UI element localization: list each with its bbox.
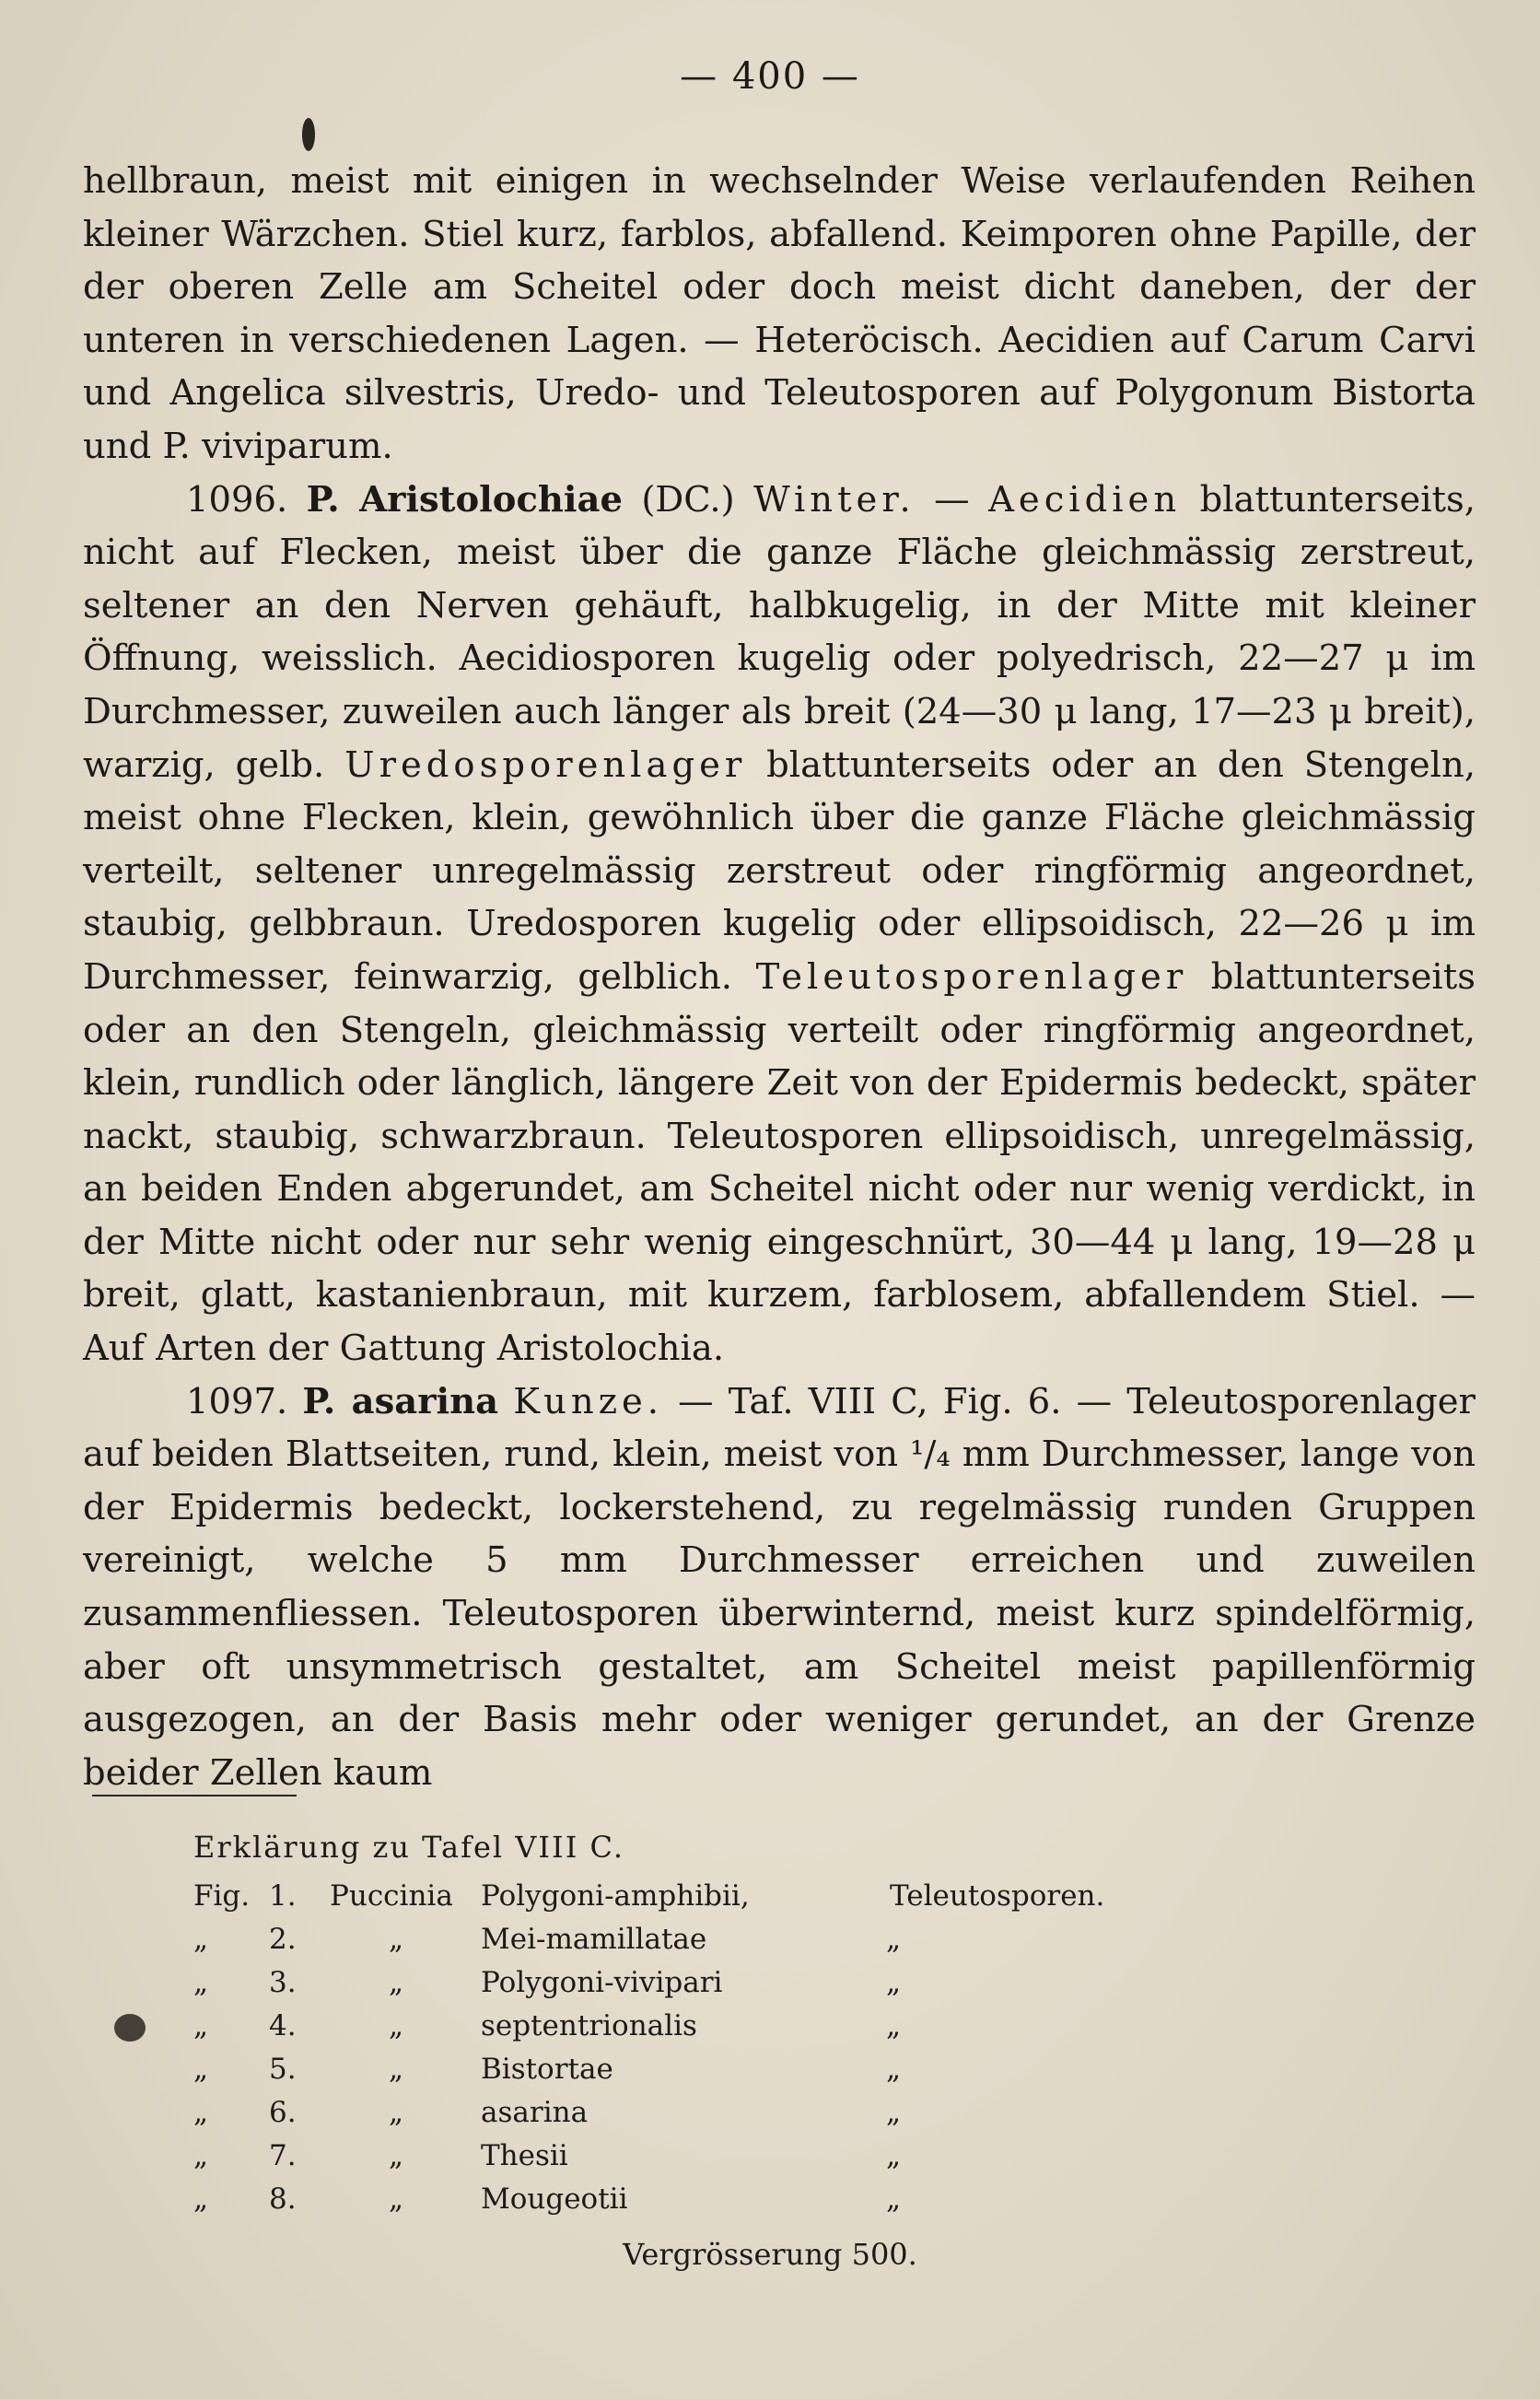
fig-number: 8.: [269, 2183, 297, 2216]
entry-number: 1096.: [186, 478, 288, 521]
species-name: P. asarina: [302, 1380, 499, 1422]
ditto-mark: „: [886, 1966, 902, 1999]
fig-number: 1.: [269, 1879, 297, 1913]
ditto-mark: „: [193, 1966, 209, 1999]
ditto-mark: „: [389, 2139, 404, 2172]
ditto-mark: „: [389, 2053, 404, 2086]
species-name: Polygoni-amphibii,: [481, 1879, 750, 1913]
fig-number: 4.: [269, 2009, 297, 2042]
ditto-mark: „: [886, 2139, 902, 2172]
ink-blot: [114, 2014, 146, 2042]
species-name: Polygoni-vivipari: [481, 1966, 723, 1999]
fig-number: 2.: [269, 1923, 297, 1956]
fig-number: 6.: [269, 2096, 297, 2129]
description-teleuto: blattunterseits oder an den Stengeln, gleichmässig verteilt oder ringförmig angeordnet, klein, rundlich oder länglich, längere Zeit von der Epidermis bedeckt, später nackt, staubig, schwarzbraun. Teleutosporen ellipsoidisch, unregelmässig, an beiden Enden abgerundet, am Scheitel nicht oder nur wenig verdickt, in der Mitte nicht oder nur sehr wenig eingeschnürt, 30—44 μ lang, 19—28 μ breit, glatt, kastanienbraun, mit kurzem, farblosem, abfallendem Stiel. — Auf Arten der Gattung Aristolochia.: [83, 955, 1476, 1370]
ditto-mark: „: [193, 2009, 209, 2042]
fig-number: 5.: [269, 2053, 297, 2086]
magnification-note: Vergrösserung 500.: [623, 2237, 917, 2272]
description-aecidien: blattunterseits, nicht auf Flecken, meist über die ganze Fläche gleichmässig zerstreut, seltener an den Nerven gehäuft, halbkugelig, in der Mitte mit kleiner Öffnung, weisslich. Aecidiosporen kugelig oder polyedrisch, 22—27 μ im Durchmesser, zuweilen auch länger als breit (24—30 μ lang, 17—23 μ breit), warzig, gelb.: [83, 478, 1476, 786]
stage-teleuto: Teleutosporenlager: [755, 955, 1188, 998]
spore-type: Teleutosporen.: [890, 1879, 1105, 1913]
body-text: [83, 155, 1476, 1799]
ditto-mark: „: [389, 2183, 404, 2216]
ink-speck: [302, 118, 315, 151]
species-name: septentrionalis: [481, 2009, 697, 2042]
footnote-rule: [92, 1795, 297, 1796]
species-name: P. Aristolochiae: [306, 478, 623, 521]
fig-number: 7.: [269, 2139, 297, 2172]
author-name: Winter.: [753, 478, 916, 521]
ditto-mark: „: [193, 1923, 209, 1956]
entry-1096: [83, 474, 1476, 1375]
fig-label: Fig.: [193, 1879, 251, 1913]
ditto-mark: „: [193, 2139, 209, 2172]
fig-number: 3.: [269, 1966, 297, 1999]
genus-name: Puccinia: [330, 1879, 453, 1913]
stage-aecidien: Aecidien: [988, 478, 1182, 521]
ditto-mark: „: [886, 2053, 902, 2086]
ditto-mark: „: [193, 2096, 209, 2129]
plate-caption-title: Erklärung zu Tafel VIII C.: [193, 1830, 625, 1865]
species-name: asarina: [481, 2096, 589, 2129]
description-text: — Taf. VIII C, Fig. 6. — Teleutosporenlager auf beiden Blattseiten, rund, klein, meist von ¹/₄ mm Durchmesser, lange von der Epidermis bedeckt, lockerstehend, zu regelmässig runden Gruppen vereinigt, welche 5 mm Durchmesser erreichen und zuweilen zusammenfliessen. Teleutosporen überwinternd, meist kurz spindelförmig, aber oft unsymmetrisch gestaltet, am Scheitel meist papillenförmig ausgezogen, an der Basis mehr oder weniger gerundet, an der Grenze beider Zellen kaum: [83, 1380, 1476, 1794]
species-name: Mougeotii: [481, 2183, 628, 2216]
ditto-mark: „: [389, 1923, 404, 1956]
stage-uredo: Uredosporenlager: [344, 743, 747, 786]
entry-1097: [83, 1375, 1476, 1800]
ditto-mark: „: [389, 2009, 404, 2042]
ditto-mark: „: [886, 1923, 902, 1956]
description-uredo: blattunterseits oder an den Stengeln, meist ohne Flecken, klein, gewöhnlich über die ganze Fläche gleichmässig verteilt, seltener unregelmässig zerstreut oder ringförmig angeordnet, staubig, gelbbraun. Uredosporen kugelig oder ellipsoidisch, 22—26 μ im Durchmesser, feinwarzig, gelblich.: [83, 743, 1476, 998]
ditto-mark: „: [886, 2096, 902, 2129]
dash: —: [934, 478, 970, 521]
entry-number: 1097.: [186, 1380, 288, 1422]
author-name: Kunze.: [513, 1380, 664, 1422]
ditto-mark: „: [193, 2053, 209, 2086]
species-name: Mei-mamillatae: [481, 1923, 707, 1956]
paragraph-continuation: hellbraun, meist mit einigen in wechselnder Weise verlaufenden Reihen kleiner Wärzchen. Stiel kurz, farblos, abfallend. Keimporen ohne Papille, der der oberen Zelle am Scheitel oder doch meist dicht daneben, der der unteren in verschiedenen Lagen. — Heteröcisch. Aecidien auf Carum Carvi und Angelica silvestris, Uredo- und Teleutosporen auf Polygonum Bistorta und P. viviparum.: [83, 160, 1476, 467]
ditto-mark: „: [193, 2183, 209, 2216]
author-citation: (DC.): [641, 478, 735, 521]
ditto-mark: „: [886, 2183, 902, 2216]
ditto-mark: „: [886, 2009, 902, 2042]
species-name: Thesii: [481, 2139, 568, 2172]
ditto-mark: „: [389, 2096, 404, 2129]
ditto-mark: „: [389, 1966, 404, 1999]
page-number: — 400 —: [680, 55, 860, 98]
species-name: Bistortae: [481, 2053, 613, 2086]
